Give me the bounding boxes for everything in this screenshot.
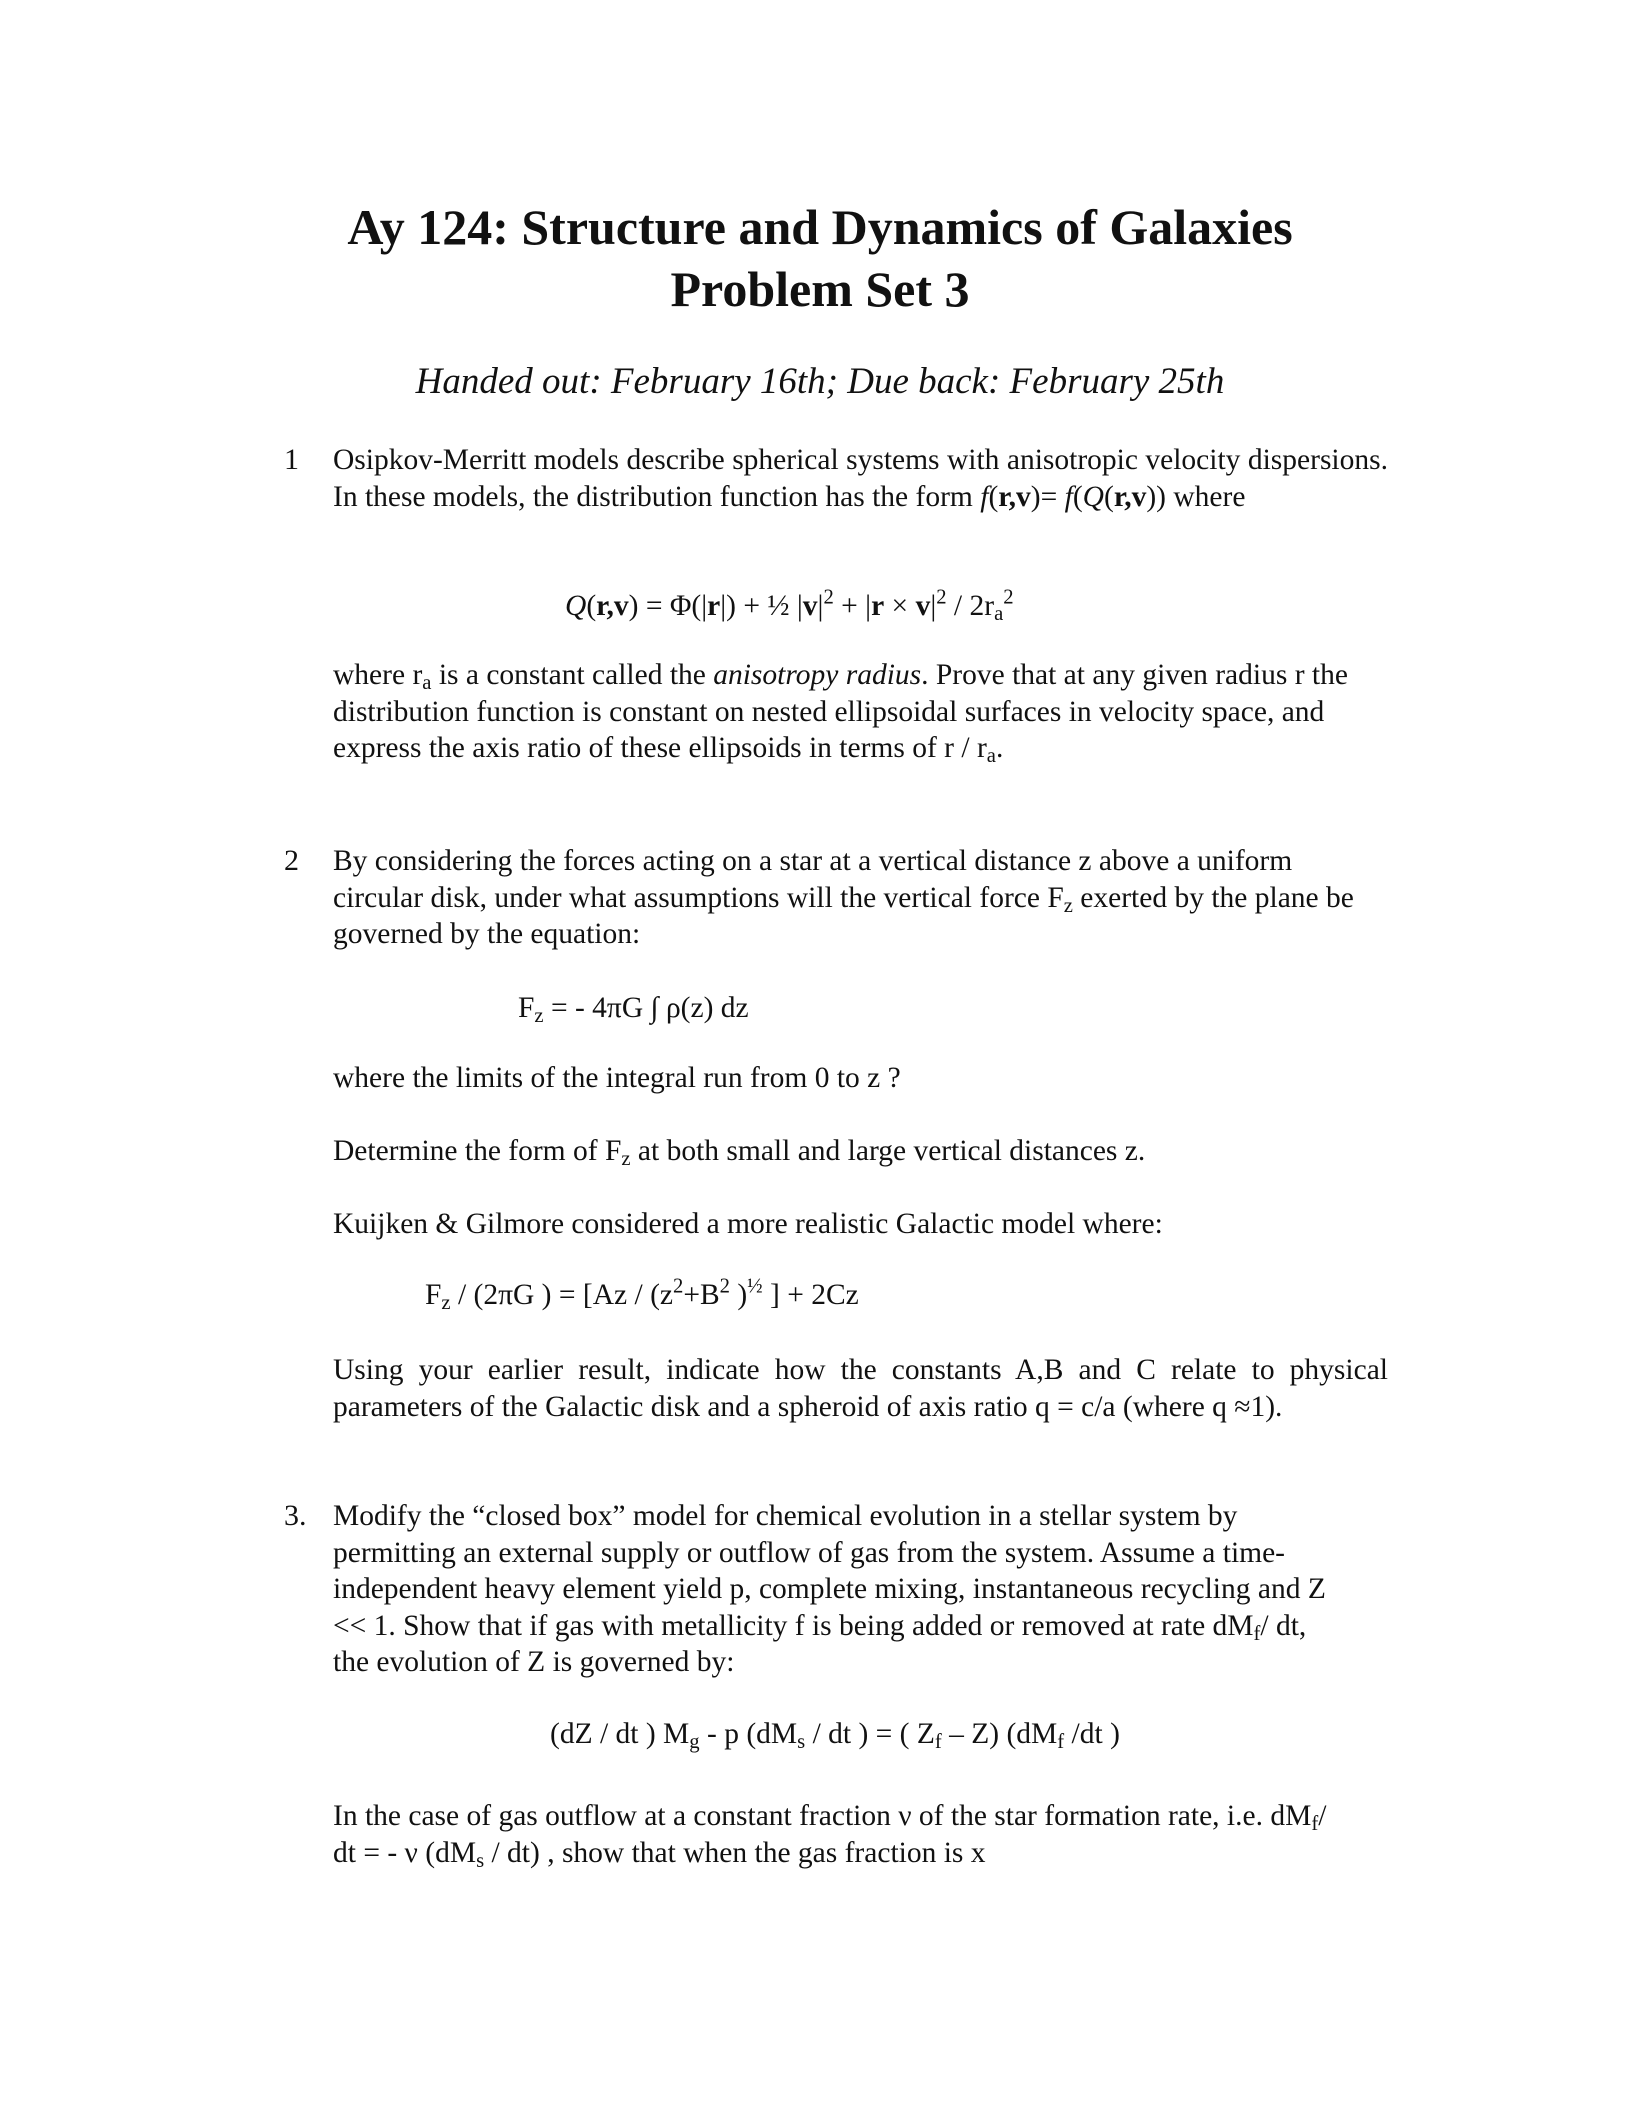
problem-2-intro: By considering the forces acting on a star at a vertical distance z above a uniform circular disk, under what assumptions will the vertical force $F_z$ exerted by the plane be governed by the equation:	[333, 845, 1354, 950]
problem-1-body: where $r_a$ is a constant called the anisotropy radius. Prove that at any given radius r the distribution function is constant on nested ellipsoidal surfaces in velocity space, and express the axis ratio of these ellipsoids in terms of r / $r_a$.	[333, 659, 1348, 768]
problem-3-intro: Modify the “closed box” model for chemical evolution in a stellar system by permitting an external supply or outflow of gas from the system. Assume a time-independent heavy element yield p, complete mixing, instantaneous recycling and Z << 1. Show that if gas with metallicity f is being added or removed at rate $dM_f/$ dt, the evolution of Z is governed by:	[333, 1500, 1326, 1678]
problem-1-number: 1	[284, 443, 299, 476]
problem-2-determine: Determine the form of $F_z$ at both small and large vertical distances z.	[333, 1135, 1146, 1171]
problem-3-equation: (dZ / dt ) $M_g$ - p ($dM_s$ / dt ) = ( $Z_f - Z$) ($dM_f$ /dt )	[550, 1718, 1120, 1754]
problem-2-kuijken: Kuijken & Gilmore considered a more realistic Galactic model where:	[333, 1208, 1163, 1240]
problem-2-number: 2	[284, 844, 299, 877]
problem-2-equation-1: $F_z$ = - 4πG ∫ ρ(z) dz	[518, 992, 749, 1028]
handed-out-line: Handed out: February 16th; Due back: February 25th	[415, 361, 1225, 402]
course-title: Ay 124: Structure and Dynamics of Galaxies	[347, 199, 1293, 255]
problem-2-limits: where the limits of the integral run from 0 to z ?	[333, 1062, 901, 1094]
problem-set-title: Problem Set 3	[670, 261, 970, 317]
problem-1-intro: Osipkov-Merritt models describe spherical systems with anisotropic velocity dispersions. In these models, the distribution function has the form f(r,v)= f(Q(r,v)) where	[333, 444, 1388, 513]
problem-3-outflow: In the case of gas outflow at a constant fraction ν of the star formation rate, i.e. $dM_f/$ dt = - ν $(dM_s / dt)$ , show that when the gas fraction is x	[333, 1800, 1327, 1872]
problem-3-number: 3.	[284, 1499, 307, 1532]
problem-1-equation: Q(r,v) = Φ(|r|) + ½ $|v|^2 + |r \times v|^2 / 2r_a^2$	[565, 586, 1014, 626]
problem-2-using: Using your earlier result, indicate how the constants A,B and C relate to physical parameters of the Galactic disk and a spheroid of axis ratio q = c/a (where q ≈1).	[333, 1354, 1388, 1423]
problem-2-equation-2: $F_z / (2\pi G$ ) = [$Az / (z^2+B^2$ )$^{\frac{1}{2}}$ ] + 2Cz	[425, 1275, 859, 1315]
